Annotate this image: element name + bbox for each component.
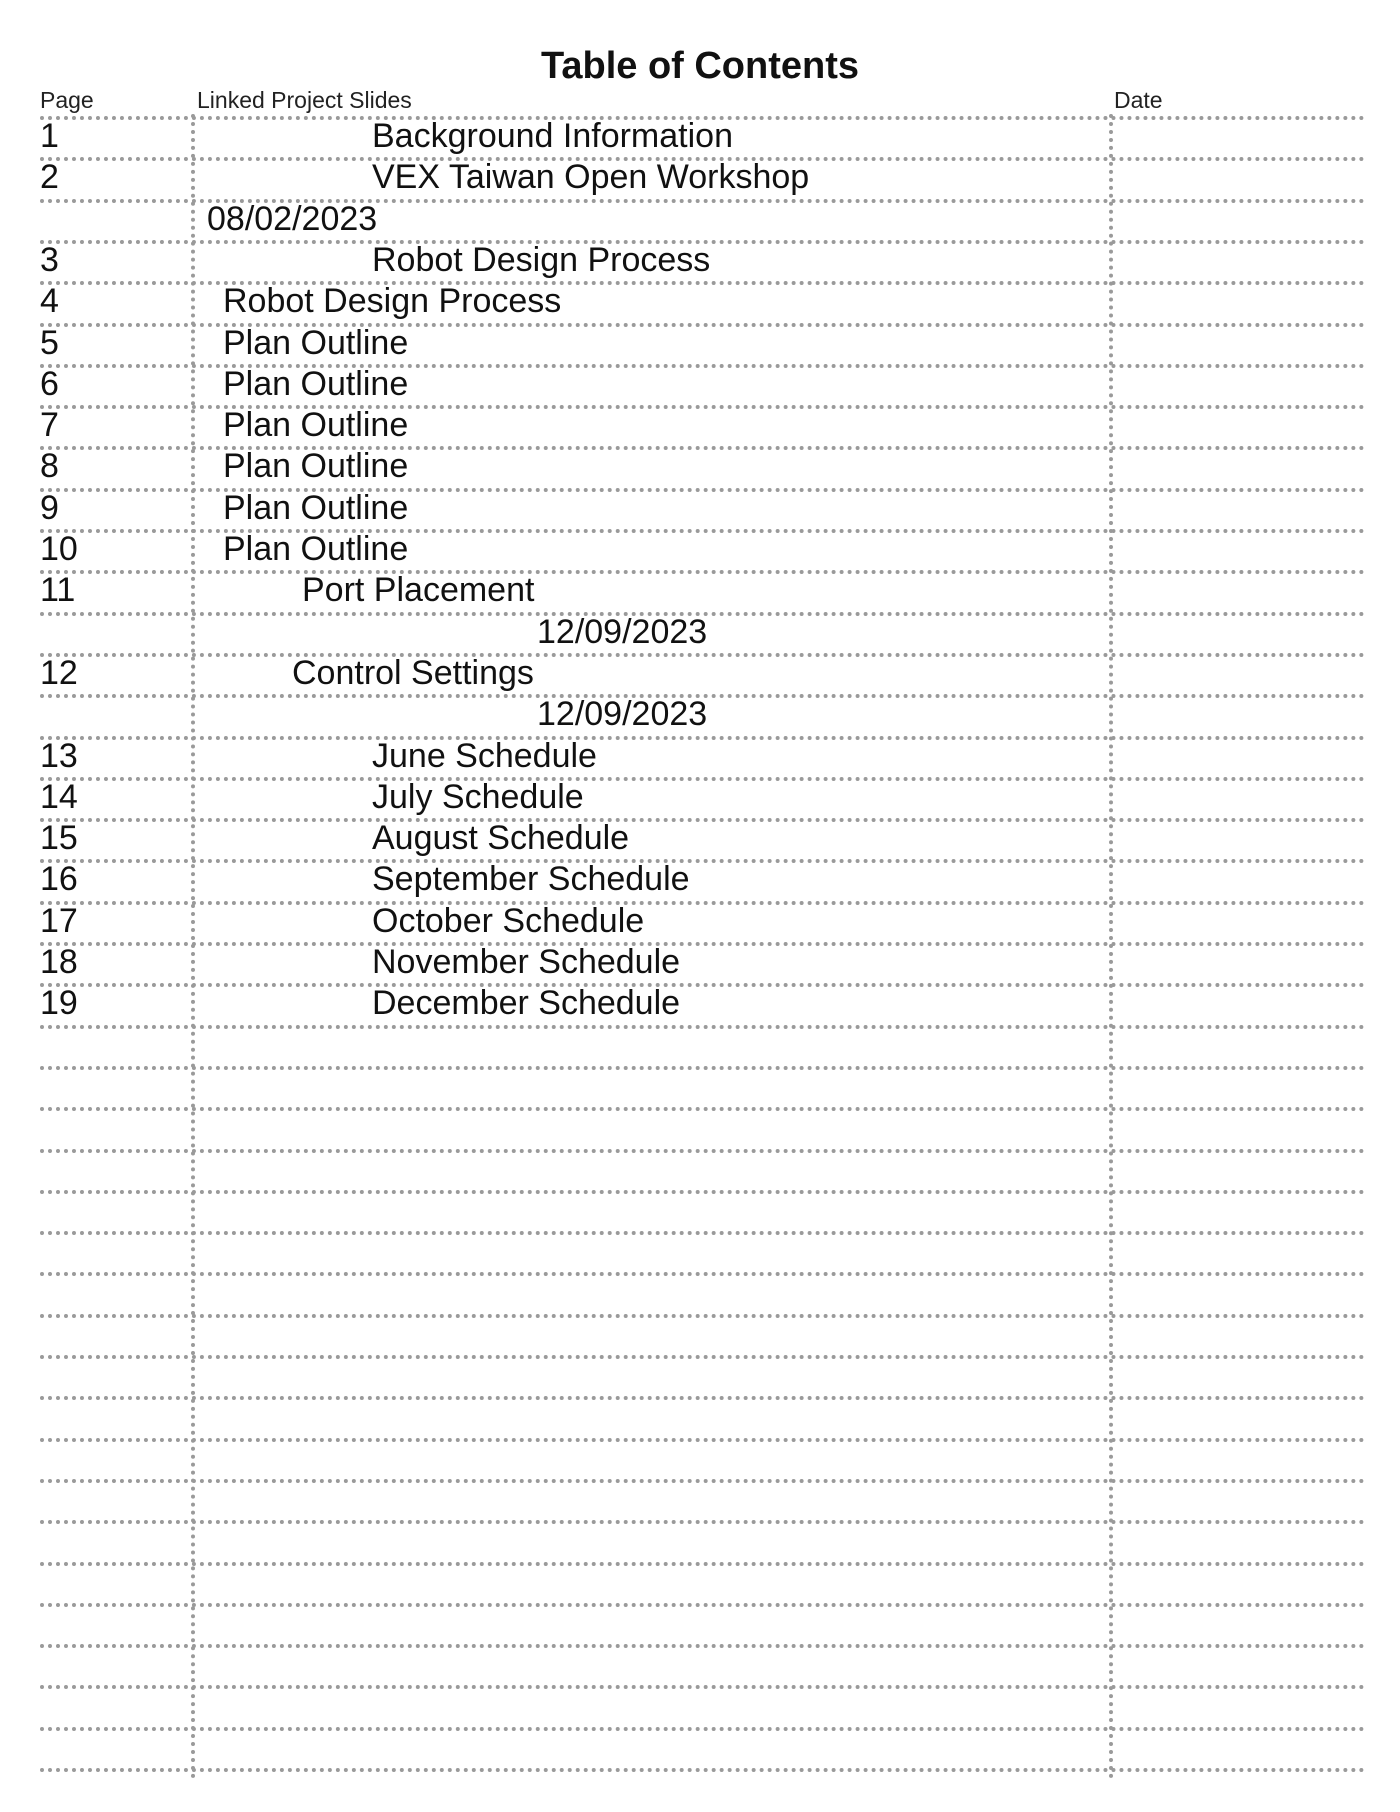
slide-title: June Schedule [372,736,597,775]
slide-title: October Schedule [372,901,645,940]
page-number: 15 [40,819,78,858]
slide-title: Robot Design Process [223,282,562,321]
slide-title: Port Placement [302,571,535,610]
slide-title: VEX Taiwan Open Workshop [372,158,810,197]
slide-title: Background Information [372,117,733,155]
toc-row [0,777,1400,818]
toc-row [0,323,1400,364]
slide-title: September Schedule [372,860,690,899]
slide-title: Plan Outline [223,447,409,486]
page-number: 5 [40,323,59,362]
toc-row [0,240,1400,281]
toc-row [0,694,1400,735]
toc-row [0,901,1400,942]
slide-title: 12/09/2023 [537,612,708,651]
dotted-rule [40,1438,1365,1442]
toc-row [0,116,1400,157]
toc-row [0,653,1400,694]
slide-title: 08/02/2023 [207,199,378,238]
dotted-rule [40,1231,1365,1235]
page-number: 19 [40,984,78,1023]
dotted-rule [40,1107,1365,1111]
toc-row [0,199,1400,240]
slide-title: Plan Outline [223,323,409,362]
toc-row [0,488,1400,529]
page-number: 18 [40,943,78,981]
dotted-rule [40,1562,1365,1566]
toc-row [0,612,1400,653]
dotted-rule [40,1396,1365,1400]
toc-row [0,818,1400,859]
page-number: 4 [40,282,59,321]
dotted-rule [40,1314,1365,1318]
dotted-rule [40,1603,1365,1607]
page-number: 17 [40,901,78,940]
page-number: 7 [40,406,59,445]
toc-row [0,859,1400,900]
slide-title: November Schedule [372,943,681,981]
page-number: 8 [40,447,59,486]
dotted-rule [40,1025,1365,1029]
column-header-page: Page [40,87,94,113]
dotted-rule [40,1520,1365,1524]
dotted-rule [40,1066,1365,1070]
slide-title: Plan Outline [223,530,409,568]
slide-title: Plan Outline [223,364,409,403]
slide-title: Plan Outline [223,488,409,527]
toc-row [0,942,1400,983]
slide-title: December Schedule [372,984,681,1023]
toc-row [0,529,1400,570]
slide-title: July Schedule [372,777,584,816]
page-number: 6 [40,364,59,403]
page-number: 3 [40,240,59,279]
toc-row [0,983,1400,1024]
dotted-rule [40,1768,1365,1772]
page-title: Table of Contents [540,45,860,87]
dotted-rule [40,1355,1365,1359]
dotted-rule [40,1149,1365,1153]
dotted-rule [40,1479,1365,1483]
page-number: 14 [40,777,78,816]
slide-title: Control Settings [292,653,534,692]
column-header-linked-slides: Linked Project Slides [197,87,412,113]
toc-row [0,281,1400,322]
dotted-rule [40,1272,1365,1276]
toc-row [0,570,1400,611]
toc-row [0,446,1400,487]
slide-title: 12/09/2023 [537,695,708,734]
page-number: 2 [40,158,59,197]
toc-row [0,405,1400,446]
page-number: 12 [40,653,78,692]
slide-title: Robot Design Process [372,240,711,279]
slide-title: Plan Outline [223,406,409,445]
toc-row [0,157,1400,198]
column-header-date: Date [1114,87,1163,113]
page-number: 10 [40,530,78,568]
page-number: 13 [40,736,78,775]
dotted-rule [40,1644,1365,1648]
toc-row [0,364,1400,405]
page-number: 11 [40,571,76,610]
dotted-rule [40,1727,1365,1731]
page-number: 16 [40,860,78,899]
page-number: 1 [40,117,59,155]
page-number: 9 [40,488,59,527]
toc-row [0,736,1400,777]
slide-title: August Schedule [372,819,630,858]
dotted-rule [40,1685,1365,1689]
dotted-rule [40,1190,1365,1194]
